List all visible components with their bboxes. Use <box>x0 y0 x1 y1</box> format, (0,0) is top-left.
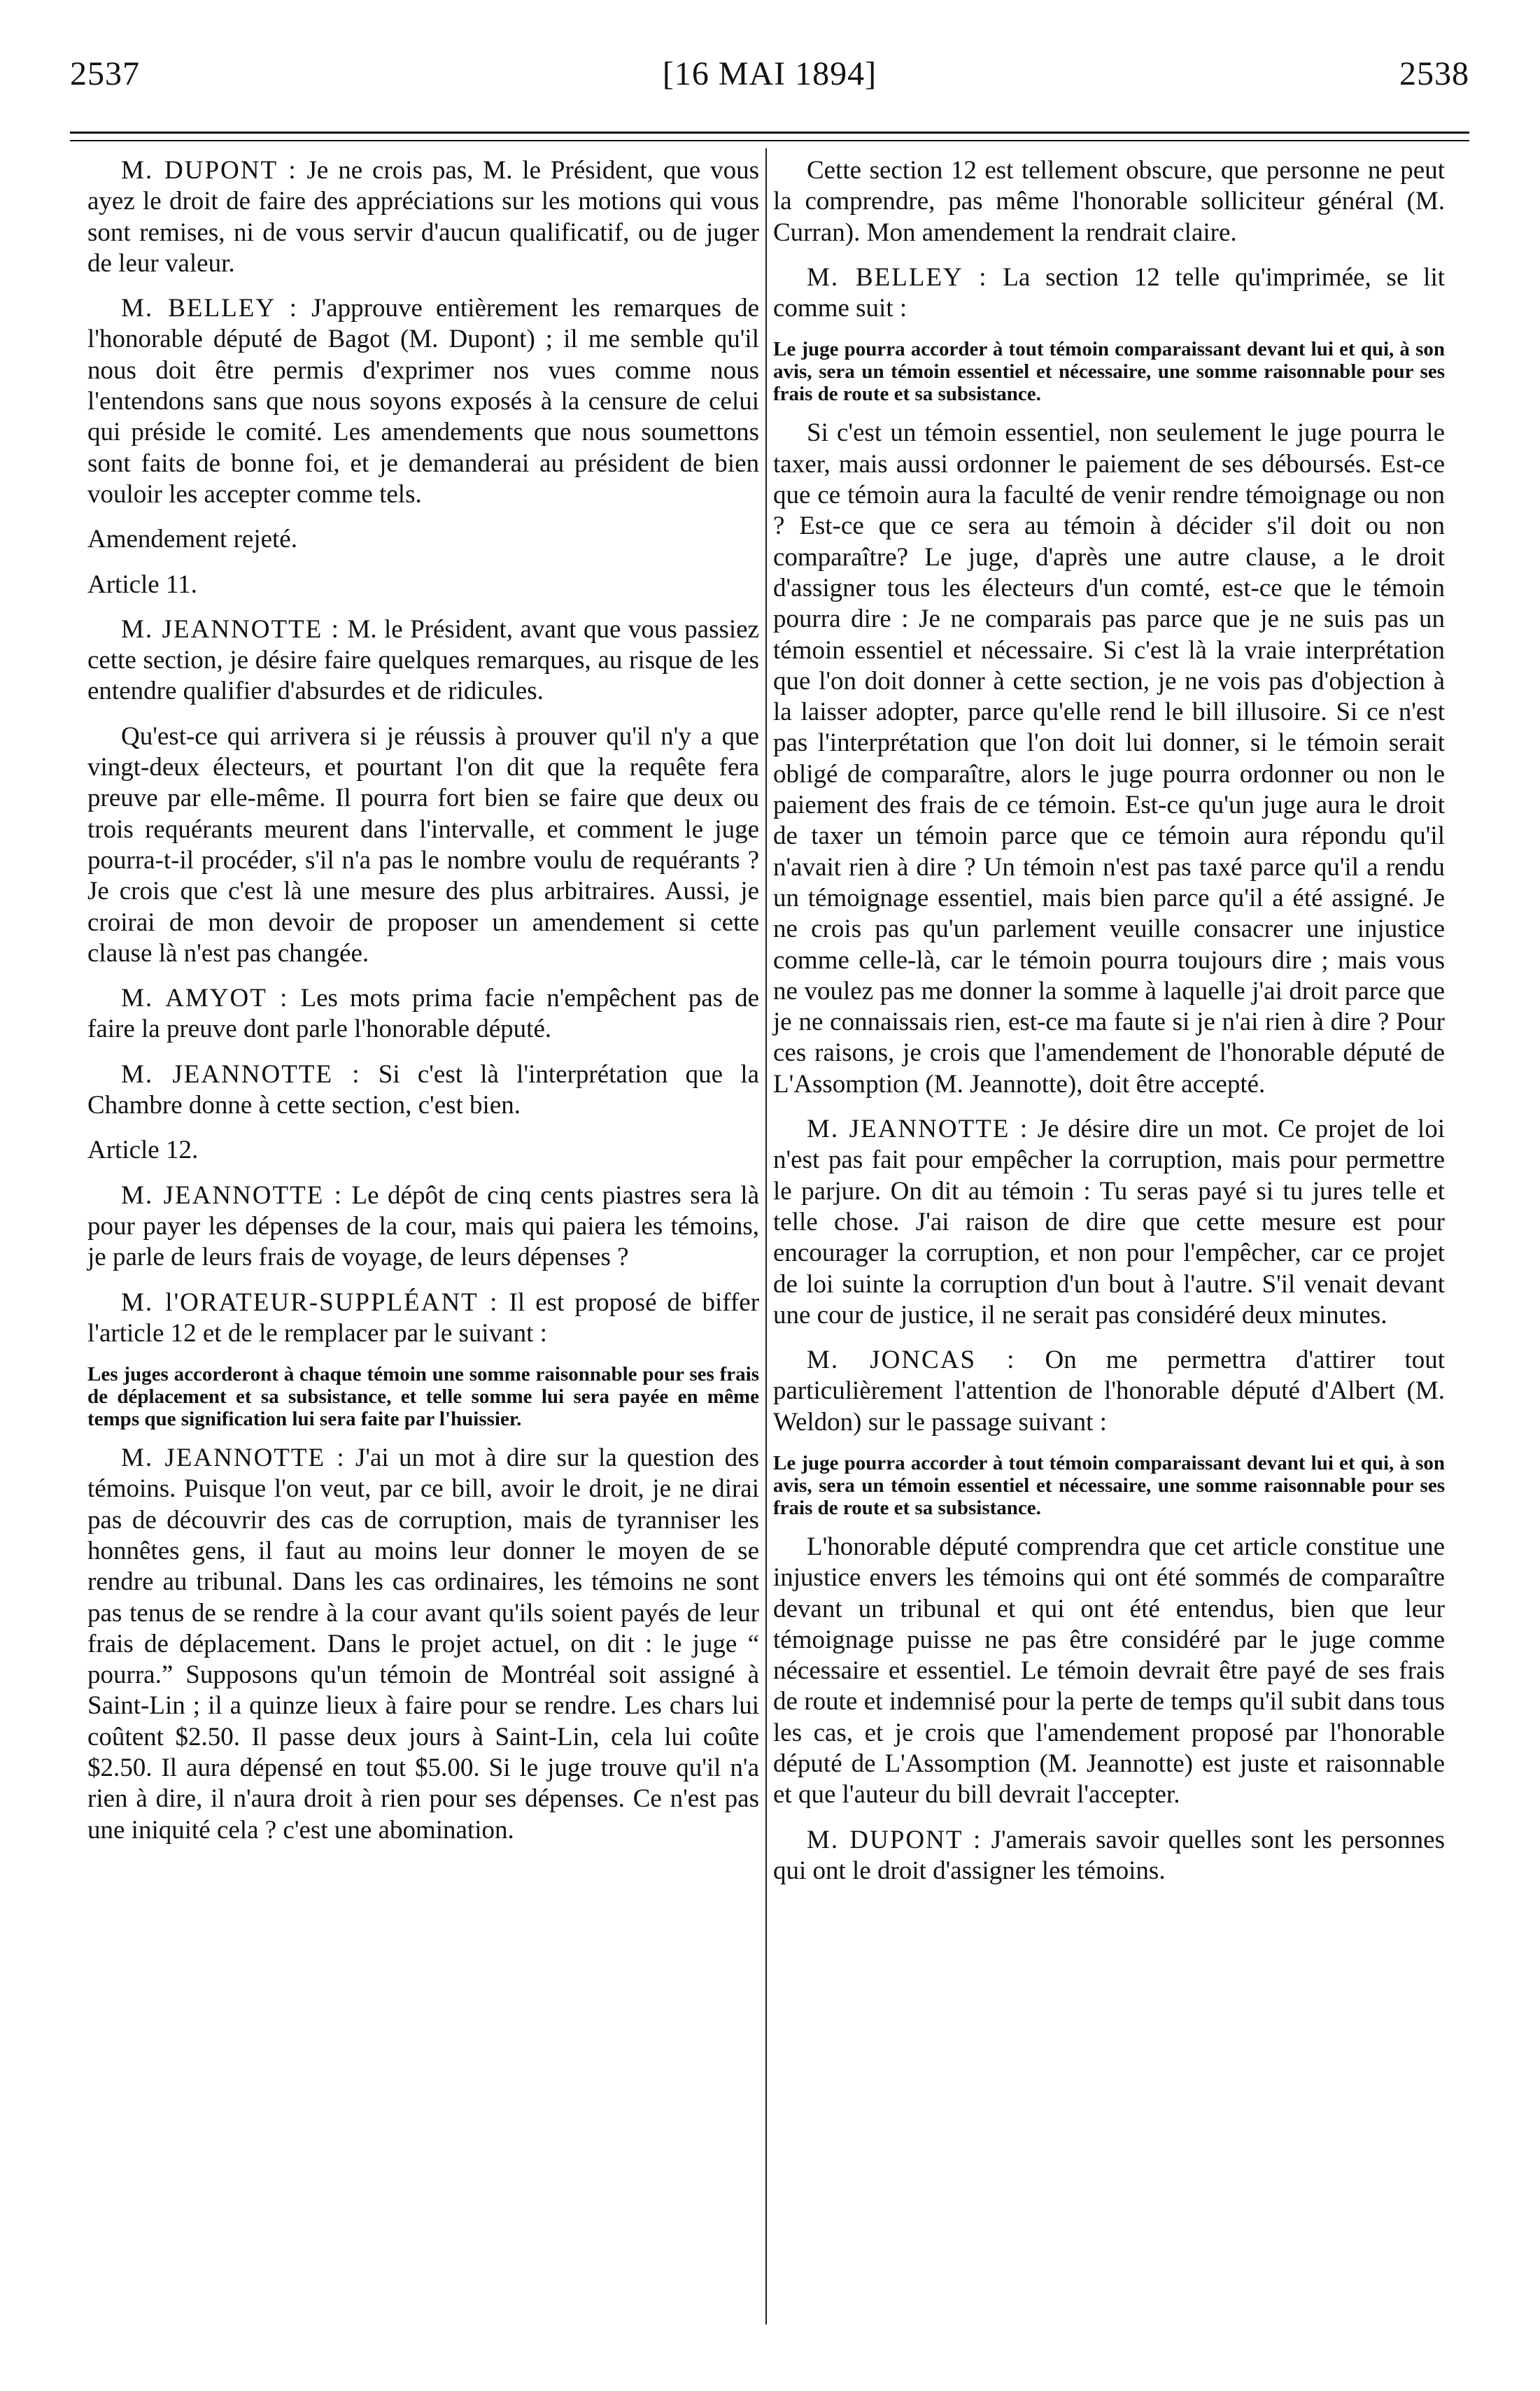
speaker-name: M. JONCAS : <box>807 1346 1016 1375</box>
speech-text: Le dépôt de cinq cents piastres sera là pour payer les dépenses de la cour, mais qui paiera les témoins, je parle de leurs frais de voyage, de leurs dépenses ? <box>87 1180 760 1272</box>
speech-text: M. le Président, avant que vous passiez cette section, je désire faire quelques remarques, au risque de les entendre qualifier d'absurdes et de ridicules. <box>87 614 759 706</box>
speaker-name: M. l'ORATEUR-SUPPLÉANT : <box>121 1288 499 1317</box>
header-rule <box>70 132 1469 134</box>
speech-paragraph <box>773 1825 1445 1887</box>
text-paragraph: Si c'est un témoin essentiel, non seulement le juge pourra le taxer, mais aussi ordonner le paiement de ses déboursés. Est-ce que ce témoin aura la faculté de venir rendre témoignage ou non ? Est-ce que ce sera au témoin à décider s'il doit ou non comparaître? Le juge, d'après une autre clause, a le droit d'assigner tous les électeurs d'un comté, est-ce que le témoin pourra dire : Je ne comparais pas parce que je ne suis pas un témoin essentiel et nécessaire. Si c'est là la vraie interprétation que l'on doit donner à cette section, je ne vois pas d'objection à la laisser adopter, parce qu'elle rend le bill illusoire. Si ce n'est pas l'interprétation que l'on doit lui donner, si le témoin serait obligé de comparaître, alors le juge pourra ordonner ou non le paiement des frais de ce témoin. Est-ce qu'un juge aura le droit de taxer un témoin parce que ce témoin aura répondu qu'il n'avait rien à dire ? Un témoin n'est pas taxé parce qu'il a rendu un témoignage essentiel, mais bien parce qu'il a été assigné. Je ne crois pas qu'un parlement veuille consacrer une injustice comme celle-là, car le témoin pourra toujours dire ; mais vous ne voulez pas me donner la somme à laquelle j'ai droit parce que je ne connaissais rien, est-ce ma faute si je n'ai rien à dire ? Pour ces raisons, je crois que l'amendement de l'honorable député de L'Assomption (M. Jeannotte), doit être accepté. <box>773 418 1445 1099</box>
speaker-name: M. JEANNOTTE : <box>121 1444 346 1473</box>
text-paragraph: Cette section 12 est tellement obscure, que personne ne peut la comprendre, pas même l'honorable solliciteur général (M. Curran). Mon amendement la rendrait claire. <box>773 156 1445 247</box>
speech-paragraph <box>87 1059 759 1122</box>
quoted-clause: Le juge pourra accorder à tout témoin comparaissant devant lui et qui, à son avis, sera un témoin essentiel et nécessaire, une somme raisonnable pour ses frais de route et sa subsistance. <box>773 338 1445 406</box>
section-heading: Article 12. <box>87 1136 199 1165</box>
speech-paragraph <box>87 1180 759 1274</box>
speaker-name: M. AMYOT : <box>121 984 289 1013</box>
speech-paragraph <box>87 1288 759 1350</box>
speaker-name: M. JEANNOTTE : <box>121 1180 344 1210</box>
speaker-name: M. BELLEY : <box>807 262 988 292</box>
left-page-number: 2537 <box>70 55 140 92</box>
page-header <box>70 55 1469 97</box>
text-paragraph: L'honorable député comprendra que cet article constitue une injustice envers les témoins qui ont été sommés de comparaître devant un tribunal et qui ont été entendus, bien que leur témoignage puisse ne pas être considéré par le juge comme nécessaire et essentiel. Le témoin devrait être payé de ses frais de route et indemnisé pour la perte de temps qu'il subit dans tous les cas, et je crois que l'amendement proposé par l'honorable député de L'Assomption (M. Jeannotte) est juste et raisonnable et que l'auteur du bill devrait l'accepter. <box>773 1532 1445 1810</box>
speech-paragraph <box>773 262 1445 325</box>
speaker-name: M. JEANNOTTE : <box>121 1059 361 1089</box>
speech-paragraph <box>87 1443 759 1846</box>
issue-date: [16 MAI 1894] <box>662 55 877 92</box>
quoted-clause: Le juge pourra accorder à tout témoin comparaissant devant lui et qui, à son avis, sera un témoin essentiel et nécessaire, une somme raisonnable pour ses frais de route et sa subsistance. <box>773 1451 1445 1519</box>
speech-text: Il est proposé de biffer l'article 12 et de le remplacer par le suivant : <box>87 1288 760 1348</box>
speech-text: La section 12 telle qu'imprimée, se lit comme suit : <box>773 262 1446 323</box>
header-rule-thin <box>70 140 1469 141</box>
speech-paragraph <box>87 155 759 279</box>
speaker-name: M. JEANNOTTE : <box>807 1115 1029 1144</box>
section-heading: Article 11. <box>87 570 197 599</box>
speaker-name: M. BELLEY : <box>121 294 299 323</box>
speech-text: On me permettra d'attirer tout particulièrement l'attention de l'honorable député d'Albert (M. Weldon) sur le passage suivant : <box>773 1346 1446 1437</box>
speech-paragraph <box>87 983 759 1045</box>
speech-text: Je désire dire un mot. Ce projet de loi n'est pas fait pour empêcher la corruption, mais pour permettre le parjure. On dit au témoin : Tu seras payé si tu jures telle et telle chose. J'ai raison de dire que cette mesure est pour encourager la corruption, et non pour l'empêcher, car ce projet de loi suinte la corruption d'un bout à l'autre. S'il venait devant une cour de justice, il ne serait pas considéré deux minutes. <box>773 1115 1445 1329</box>
speech-text: Je ne crois pas, M. le Président, que vous ayez le droit de faire des appréciations sur les motions qui vous sont remises, ni de vous servir d'aucun qualificatif, ou de juger de leur valeur. <box>87 156 759 278</box>
speech-text: Les mots prima facie n'empêchent pas de faire la preuve dont parle l'honorable député. <box>87 984 759 1044</box>
speaker-name: M. DUPONT : <box>121 156 297 185</box>
left-column <box>87 155 759 1860</box>
speech-text: J'amerais savoir quelles sont les personnes qui ont le droit d'assigner les témoins. <box>773 1825 1445 1885</box>
right-page-number: 2538 <box>1399 55 1469 92</box>
speech-paragraph <box>87 614 759 707</box>
section-heading: Amendement rejeté. <box>87 525 297 554</box>
speech-text: J'ai un mot à dire sur la question des témoins. Puisque l'on veut, par ce bill, avoir le droit, je ne dirai pas de découvrir des cas de corruption, mais de tyranniser les honnêtes gens, il faut au moins leur donner le moyen de se rendre au tribunal. Dans les cas ordinaires, les témoins ne sont pas tenus de se rendre à la cour avant qu'ils soient payés de leur frais de déplacement. Dans le projet actuel, on dit : le juge “ pourra.” Supposons qu'un témoin de Montréal soit assigné à Saint-Lin ; il a quinze lieux à faire pour se rendre. Les chars lui coûtent $2.50. Il passe deux jours à Saint-Lin, cela lui coûte $2.50. Il aura dépensé en tout $5.00. Si le juge trouve qu'il n'a rien à dire, il n'aura droit à rien pour ses dépenses. Ce n'est pas une iniquité cela ? c'est une abomination. <box>87 1444 759 1845</box>
column-separator <box>765 148 767 2325</box>
text-paragraph: Qu'est-ce qui arrivera si je réussis à prouver qu'il n'y a que vingt-deux électeurs, et pourtant l'on dit que la requête fera preuve par elle-même. Il pourra fort bien se faire que deux ou trois requérants meurent dans l'intervalle, et comment le juge pourra-t-il procéder, s'il n'a pas le nombre voulu de requérants ? Je crois que c'est là une mesure des plus arbitraires. Aussi, je croirai de mon devoir de proposer un amendement si cette clause là n'est pas changée. <box>87 721 759 968</box>
speech-text: Si c'est là l'interprétation que la Chambre donne à cette section, c'est bien. <box>87 1059 759 1120</box>
speaker-name: M. JEANNOTTE : <box>121 614 340 644</box>
speech-paragraph <box>773 1114 1445 1331</box>
speaker-name: M. DUPONT : <box>807 1825 982 1854</box>
speech-text: J'approuve entièrement les remarques de l'honorable député de Bagot (M. Dupont) ; il me semble qu'il nous doit être permis d'exprimer nos vues comme nous l'entendons sans que nous soyons exposés à la censure de celui qui préside le comité. Les amendements que nous soumettons sont faits de bonne foi, et je demanderai au président de bien vouloir les accepter comme tels. <box>87 294 759 509</box>
speech-paragraph <box>773 1345 1445 1438</box>
speech-paragraph <box>87 293 759 510</box>
quoted-clause: Les juges accorderont à chaque témoin une somme raisonnable pour ses frais de déplacement et sa subsistance, et telle somme lui sera payée en même temps que signification lui sera faite par l'huissier. <box>87 1363 759 1431</box>
right-column <box>773 155 1445 1900</box>
